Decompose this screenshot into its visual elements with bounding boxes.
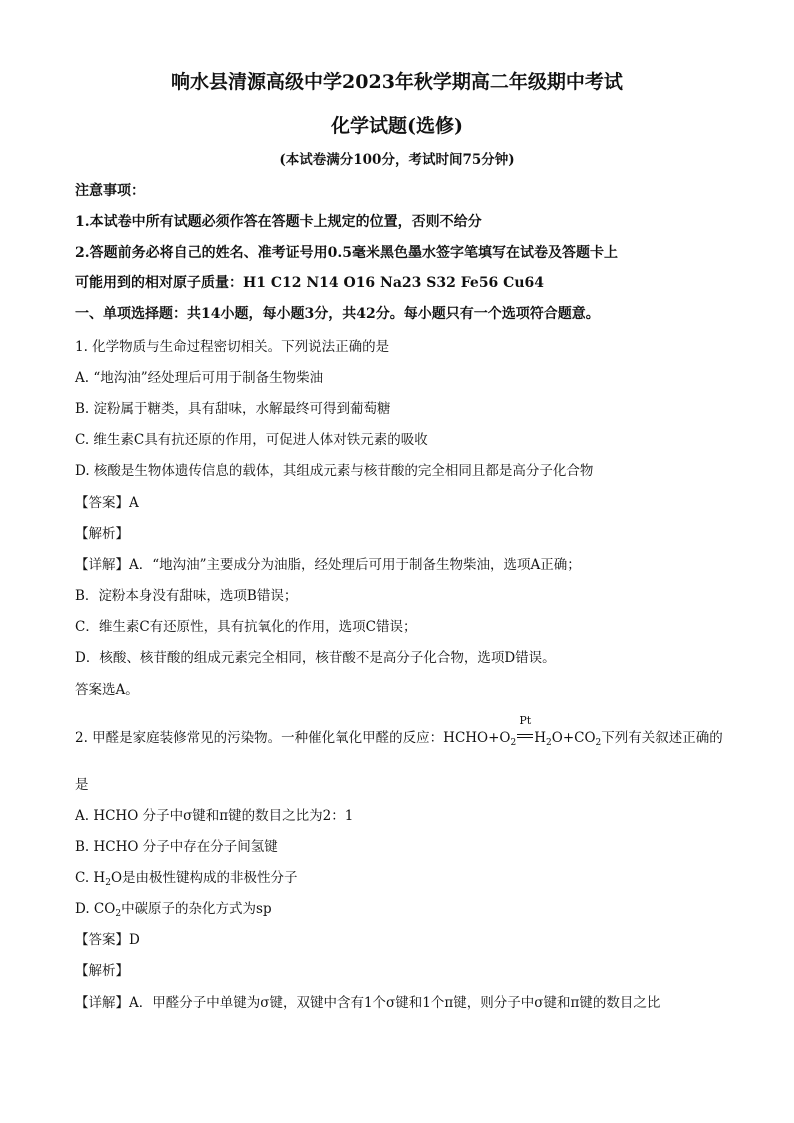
note-item-1: 1.本试卷中所有试题必须作答在答题卡上规定的位置，否则不给分 — [75, 214, 482, 230]
q2-option-a: A. HCHO 分子中σ键和π键的数目之比为2：1 — [75, 808, 354, 824]
q2-option-d-b: 中碳原子的杂化方式为sp — [121, 901, 272, 917]
notes-heading: 注意事项： — [75, 183, 145, 199]
reaction-arrow — [516, 714, 534, 748]
q1-stem: 1. 化学物质与生命过程密切相关。下列说法正确的是 — [75, 339, 390, 355]
q2-answer: 【答案】D — [75, 932, 140, 948]
q2-product-h: H — [534, 730, 547, 746]
atomic-masses: 可能用到的相对原子质量：H1 C12 N14 O16 Na23 S32 Fe56 Cu64 — [75, 275, 544, 291]
q2-option-d — [75, 899, 272, 924]
q2-option-c-a: C. H — [75, 870, 106, 886]
q2-analysis-label: 【解析】 — [75, 963, 129, 979]
q2-product-rest: O+CO — [551, 730, 596, 746]
exam-title: 响水县清源高级中学2023年秋学期高二年级期中考试 — [171, 71, 623, 93]
q2-option-c-sub: 2 — [105, 878, 111, 888]
q2-option-c-b: O是由极性键构成的非极性分子 — [110, 870, 298, 886]
exam-info: (本试卷满分100分，考试时间75分钟) — [279, 152, 515, 168]
q2-option-c — [75, 868, 298, 893]
catalyst-label: Pt — [519, 714, 532, 727]
section-heading: 一、单项选择题：共14小题，每小题3分，共42分。每小题只有一个选项符合题意。 — [75, 306, 600, 322]
q2-stem-cont: 是 — [75, 777, 89, 793]
q2-stem-after: 下列有关叙述正确的 — [601, 730, 723, 746]
q2-stem — [75, 714, 723, 753]
q1-detail-d: D．核酸、核苷酸的组成元素完全相同，核苷酸不是高分子化合物，选项D错误。 — [75, 650, 556, 666]
q2-option-d-a: D. CO — [75, 901, 116, 917]
q1-option-a: A. “地沟油”经处理后可用于制备生物柴油 — [75, 370, 324, 386]
exam-subtitle: 化学试题(选修) — [331, 115, 463, 137]
q2-o2-subscript: 2 — [510, 738, 517, 748]
q1-analysis-label: 【解析】 — [75, 526, 129, 542]
q1-option-b: B. 淀粉属于糖类，具有甜味，水解最终可得到葡萄糖 — [75, 401, 391, 417]
q2-detail: 【详解】A．甲醛分子中单键为σ键，双键中含有1个σ键和1个π键，则分子中σ键和π键的数目之比 — [75, 995, 661, 1011]
q1-detail-c: C．维生素C有还原性，具有抗氧化的作用，选项C错误； — [75, 619, 417, 635]
note-item-2: 2.答题前务必将自己的姓名、准考证号用0.5毫米黑色墨水签字笔填写在试卷及答题卡上 — [75, 245, 618, 261]
q2-co2-subscript: 2 — [595, 738, 602, 748]
q1-detail-a: 【详解】A．“地沟油”主要成分为油脂，经处理后可用于制备生物柴油，选项A正确； — [75, 557, 581, 573]
q2-h2-subscript: 2 — [546, 738, 552, 748]
q1-option-d: D. 核酸是生物体遗传信息的载体，其组成元素与核苷酸的完全相同且都是高分子化合物 — [75, 463, 594, 479]
q2-option-d-sub: 2 — [115, 909, 122, 919]
q1-answer: 【答案】A — [75, 495, 139, 511]
q1-conclusion: 答案选A。 — [75, 682, 139, 698]
q2-stem-before: 2. 甲醛是家庭装修常见的污染物。一种催化氧化甲醛的反应：HCHO+O — [75, 730, 511, 746]
q1-detail-b: B．淀粉本身没有甜味，选项B错误； — [75, 588, 298, 604]
equals-arrow — [517, 734, 533, 738]
q1-option-c: C. 维生素C具有抗还原的作用，可促进人体对铁元素的吸收 — [75, 432, 428, 448]
q2-option-b: B. HCHO 分子中存在分子间氢键 — [75, 839, 278, 855]
